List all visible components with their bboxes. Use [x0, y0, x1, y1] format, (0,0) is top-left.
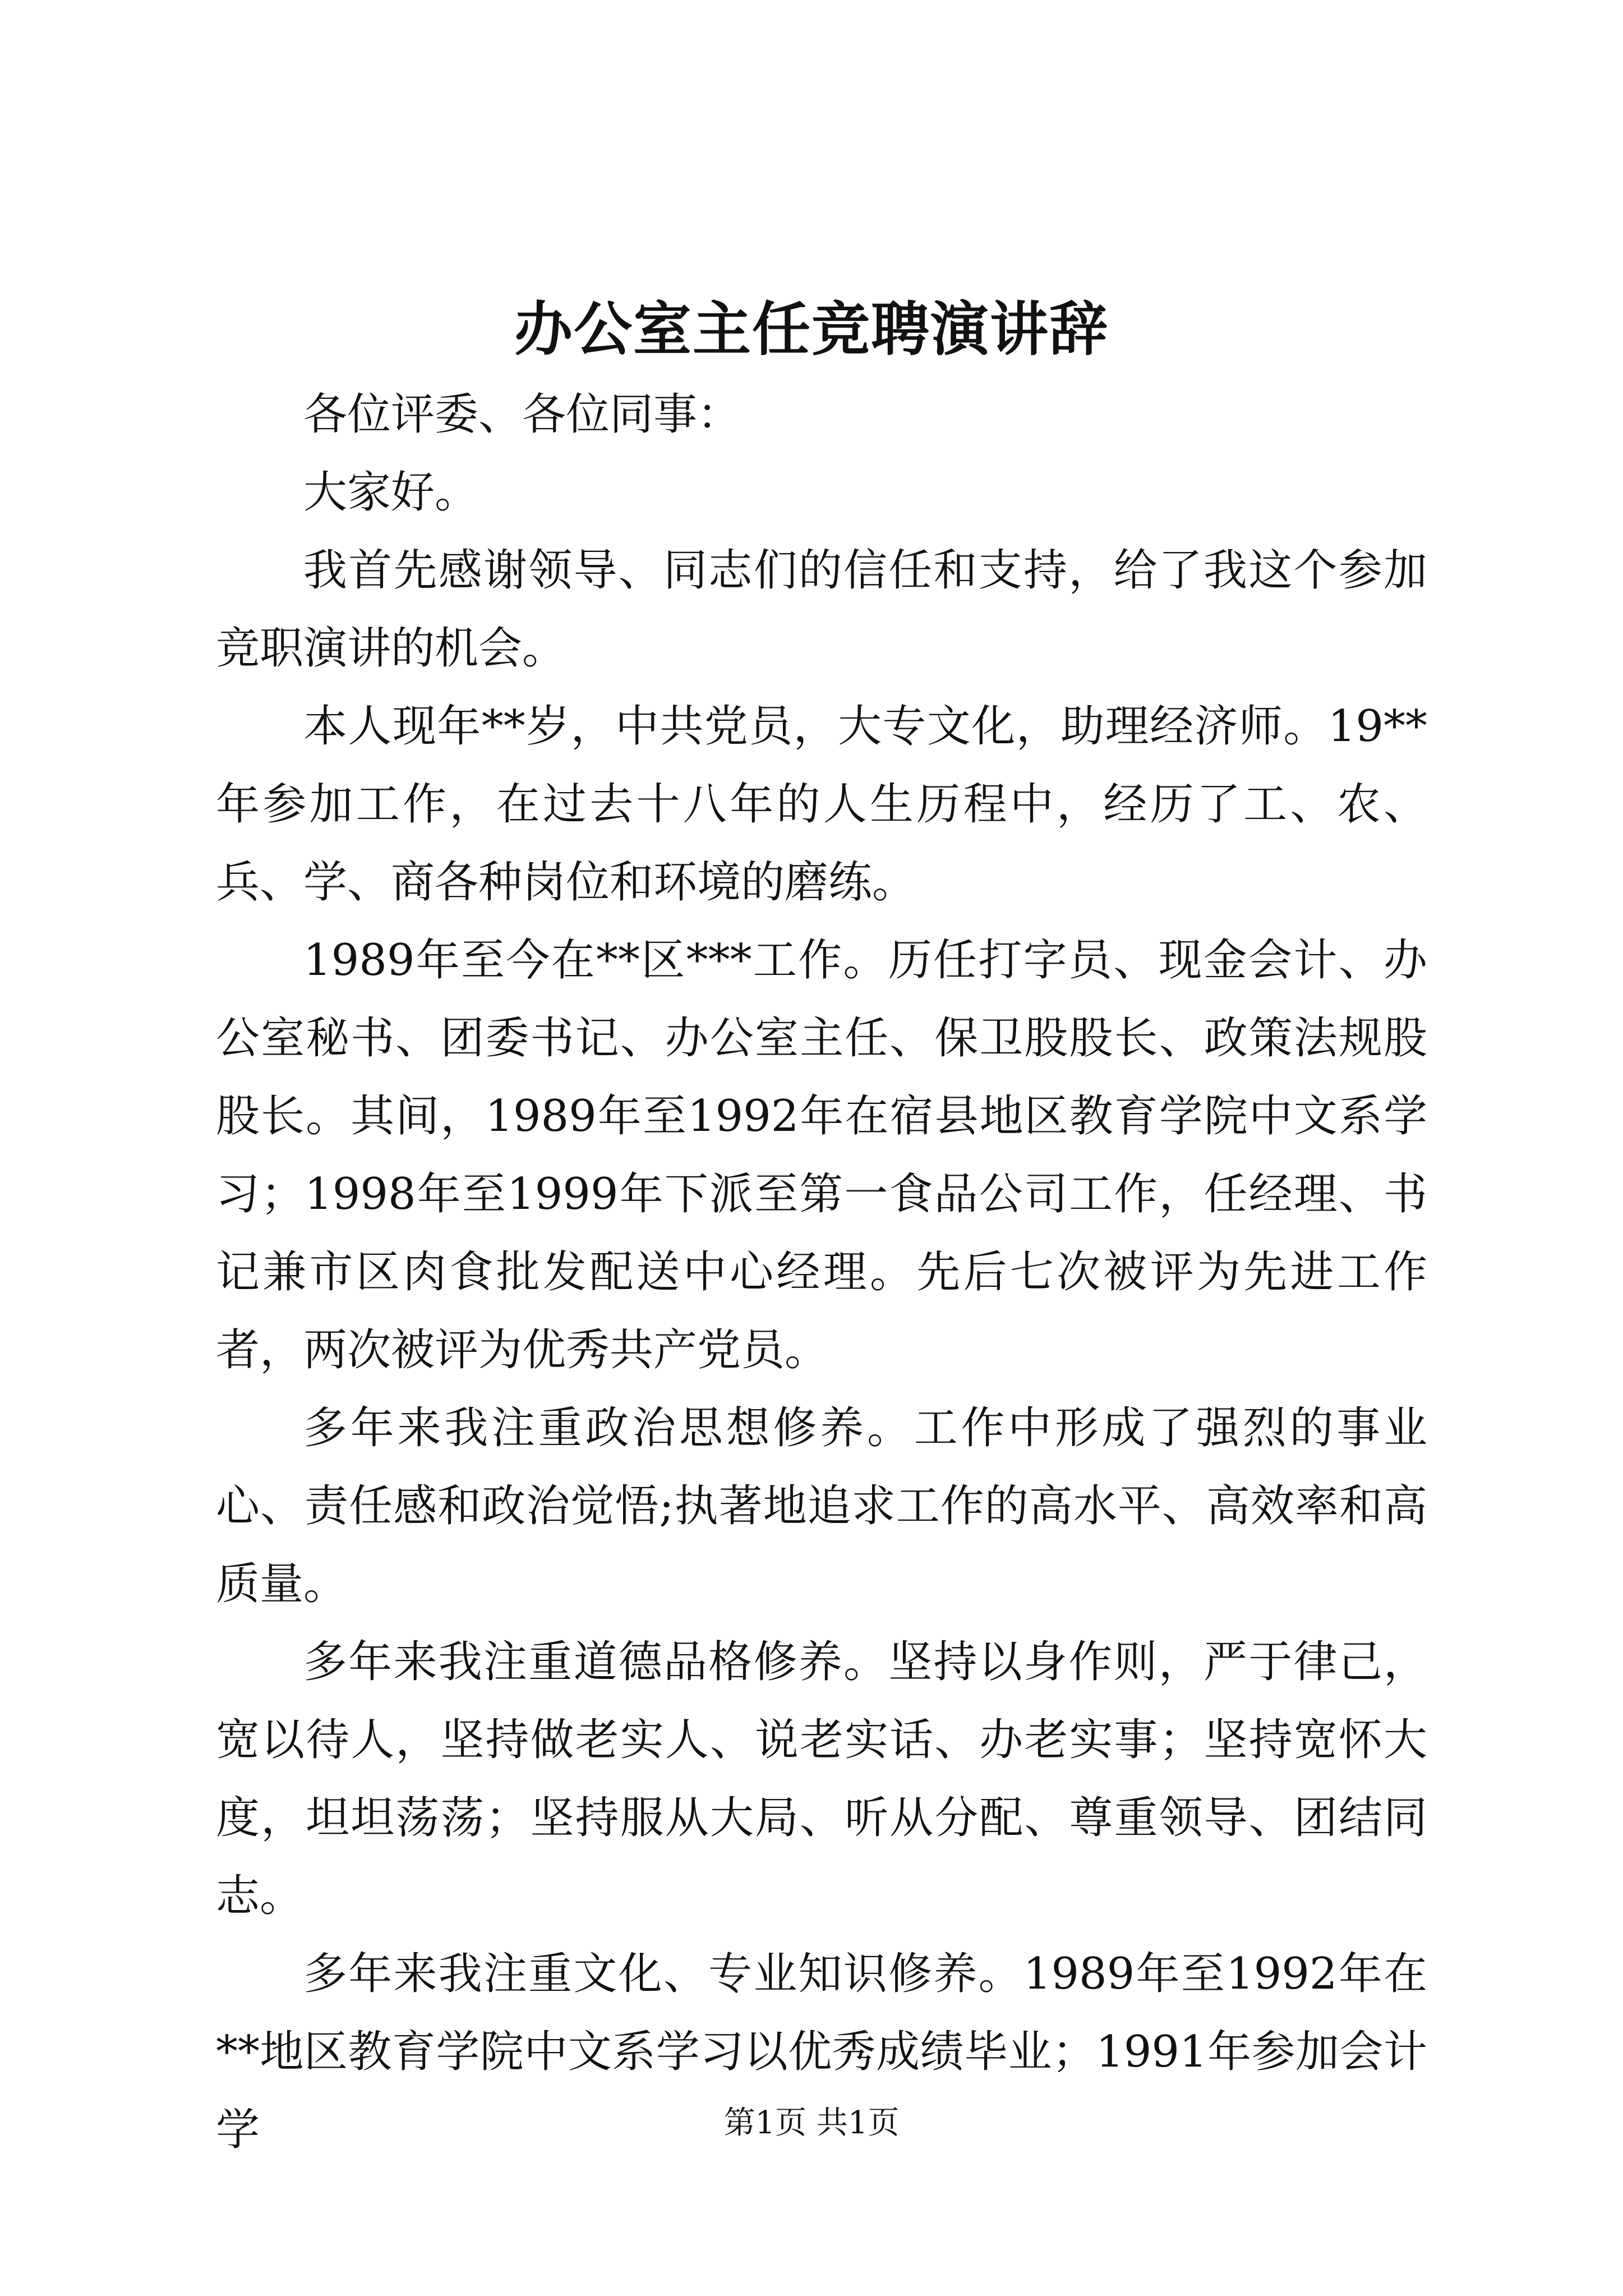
- paragraph-salutation: 各位评委、各位同事：: [303, 389, 741, 440]
- paragraph-work-history: 1989年至今在**区***工作。历任打字员、现金会计、办公室秘书、团委书记、办公室主任、保卫股股长、政策法规股股长。其间，1989年至1992年在宿县地区教育学院中文系学习；1998年至1999年下派至第一食品公司工作，任经理、书记兼市区肉食批发配送中心经理。先后七次被评为先进工作者，两次被评为优秀共产党员。: [216, 935, 1427, 1375]
- paragraph-greeting: 大家好。: [303, 467, 479, 518]
- document-title: 办公室主任竞聘演讲辞: [514, 295, 1109, 364]
- paragraph-thanks: 我首先感谢领导、同志们的信任和支持，给了我这个参加竞职演讲的机会。: [216, 545, 1427, 674]
- paragraph-knowledge-cultivation: 多年来我注重文化、专业知识修养。1989年至1992年在**地区教育学院中文系学习以优秀成绩毕业；1991年参加会计学: [216, 1949, 1427, 2155]
- paragraph-political-cultivation: 多年来我注重政治思想修养。工作中形成了强烈的事业心、责任感和政治觉悟;执著地追求工作的高水平、高效率和高质量。: [216, 1403, 1427, 1609]
- paragraph-moral-cultivation: 多年来我注重道德品格修养。坚持以身作则，严于律己，宽以待人，坚持做老实人、说老实话、办老实事；坚持宽怀大度，坦坦荡荡；坚持服从大局、听从分配、尊重领导、团结同志。: [216, 1637, 1427, 1921]
- paragraph-personal-info: 本人现年**岁，中共党员，大专文化，助理经济师。19**年参加工作，在过去十八年的人生历程中，经历了工、农、兵、学、商各种岗位和环境的磨练。: [216, 701, 1427, 908]
- document-body: [216, 376, 1427, 2169]
- page-footer: 第1页 共1页: [723, 2105, 900, 2141]
